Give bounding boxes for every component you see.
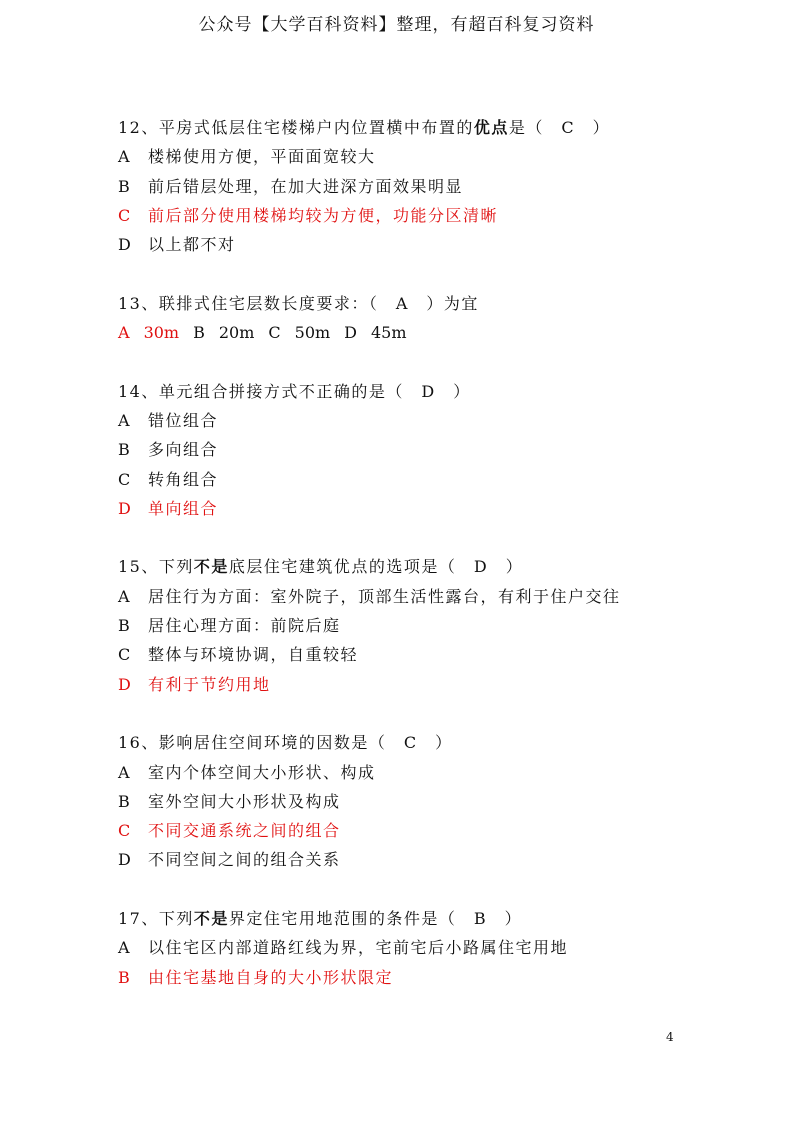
option-letter: D xyxy=(118,674,131,694)
question-13 xyxy=(118,289,758,348)
option-text: 45m xyxy=(371,323,407,343)
option-a-answer xyxy=(118,323,193,342)
question-12 xyxy=(118,113,758,259)
option-letter: C xyxy=(268,323,281,343)
option-letter: C xyxy=(118,821,131,841)
option-text: 有利于节约用地 xyxy=(148,674,271,694)
option-text: 30m xyxy=(143,323,180,343)
option-letter: A xyxy=(118,323,130,343)
option-c-answer xyxy=(118,201,758,230)
question-15 xyxy=(118,552,758,698)
option-text: 居住行为方面：室外院子，顶部生活性露台，有利于住户交往 xyxy=(148,586,621,606)
option-letter: C xyxy=(118,469,131,489)
option-letter: D xyxy=(118,850,131,870)
option-letter: A xyxy=(118,586,130,606)
option-letter: B xyxy=(118,176,130,196)
inline-options xyxy=(118,318,758,347)
option-text: 转角组合 xyxy=(148,469,219,489)
title-emphasis: 不是 xyxy=(193,557,229,577)
option-text: 20m xyxy=(218,323,255,343)
question-14 xyxy=(118,377,758,523)
option-text: 由住宅基地自身的大小形状限定 xyxy=(148,967,394,987)
title-text: 是（ C ） xyxy=(508,118,611,137)
title-emphasis: 不是 xyxy=(193,909,229,929)
question-17 xyxy=(118,904,758,992)
option-text: 不同空间之间的组合关系 xyxy=(148,850,341,870)
title-text: 15、下列 xyxy=(118,557,194,577)
page-header: 公众号【大学百科资料】整理，有超百科复习资料 xyxy=(198,15,595,35)
question-title: 16、影响居住空间环境的因数是（ C ） xyxy=(118,733,453,753)
option-text: 以上都不对 xyxy=(148,235,236,255)
option-text: 室内个体空间大小形状、构成 xyxy=(148,762,376,782)
option-text: 室外空间大小形状及构成 xyxy=(148,791,341,811)
option-b xyxy=(118,435,758,464)
option-b xyxy=(118,611,758,640)
option-text: 楼梯使用方便，平面面宽较大 xyxy=(148,147,376,167)
option-text: 50m xyxy=(294,323,331,343)
option-letter: A xyxy=(118,147,130,167)
option-letter: B xyxy=(118,791,130,811)
option-letter: A xyxy=(118,938,130,958)
title-text: 12、平房式低层住宅楼梯户内位置横中布置的 xyxy=(118,118,474,137)
option-a xyxy=(118,933,758,962)
option-text: 以住宅区内部道路红线为界，宅前宅后小路属住宅用地 xyxy=(148,938,569,958)
option-a xyxy=(118,758,758,787)
option-b-answer xyxy=(118,963,758,992)
option-text: 多向组合 xyxy=(148,440,219,460)
option-text: 错位组合 xyxy=(148,410,219,430)
option-letter: D xyxy=(344,323,357,343)
option-d xyxy=(118,845,758,874)
question-title: 14、单元组合拼接方式不正确的是（ D ） xyxy=(118,381,471,401)
question-list xyxy=(118,113,758,992)
option-letter: C xyxy=(118,645,131,665)
option-a xyxy=(118,582,758,611)
option-b xyxy=(118,787,758,816)
option-letter: B xyxy=(193,323,205,343)
option-letter: A xyxy=(118,410,130,430)
option-b xyxy=(118,172,758,201)
option-text: 单向组合 xyxy=(148,498,219,518)
question-title xyxy=(118,904,758,933)
question-title: 13、联排式住宅层数长度要求：（ A ）为宜 xyxy=(118,293,479,313)
question-title xyxy=(118,552,758,581)
option-letter: A xyxy=(118,762,130,782)
option-a xyxy=(118,406,758,435)
title-text: 17、下列 xyxy=(118,909,194,929)
option-letter: C xyxy=(118,205,131,225)
question-16 xyxy=(118,728,758,874)
option-letter: B xyxy=(118,440,130,460)
option-text: 前后错层处理，在加大进深方面效果明显 xyxy=(148,176,464,196)
option-c xyxy=(118,465,758,494)
option-d-answer xyxy=(118,670,758,699)
option-letter: D xyxy=(118,498,131,518)
option-text: 整体与环境协调，自重较轻 xyxy=(148,645,359,665)
option-letter: B xyxy=(118,967,130,987)
option-d xyxy=(118,230,758,259)
option-c-answer xyxy=(118,816,758,845)
option-d-answer xyxy=(118,494,758,523)
question-title xyxy=(118,113,758,142)
option-text: 前后部分使用楼梯均较为方便，功能分区清晰 xyxy=(148,205,499,225)
title-emphasis: 优点 xyxy=(473,118,509,137)
option-text: 居住心理方面：前院后庭 xyxy=(148,616,341,636)
option-letter: B xyxy=(118,616,130,636)
option-a xyxy=(118,142,758,171)
title-text: 界定住宅用地范围的条件是（ B ） xyxy=(228,909,523,929)
option-letter: D xyxy=(118,235,131,255)
title-text: 底层住宅建筑优点的选项是（ D ） xyxy=(228,557,524,577)
page-number: 4 xyxy=(666,1030,674,1044)
option-c xyxy=(118,640,758,669)
option-text: 不同交通系统之间的组合 xyxy=(148,821,341,841)
